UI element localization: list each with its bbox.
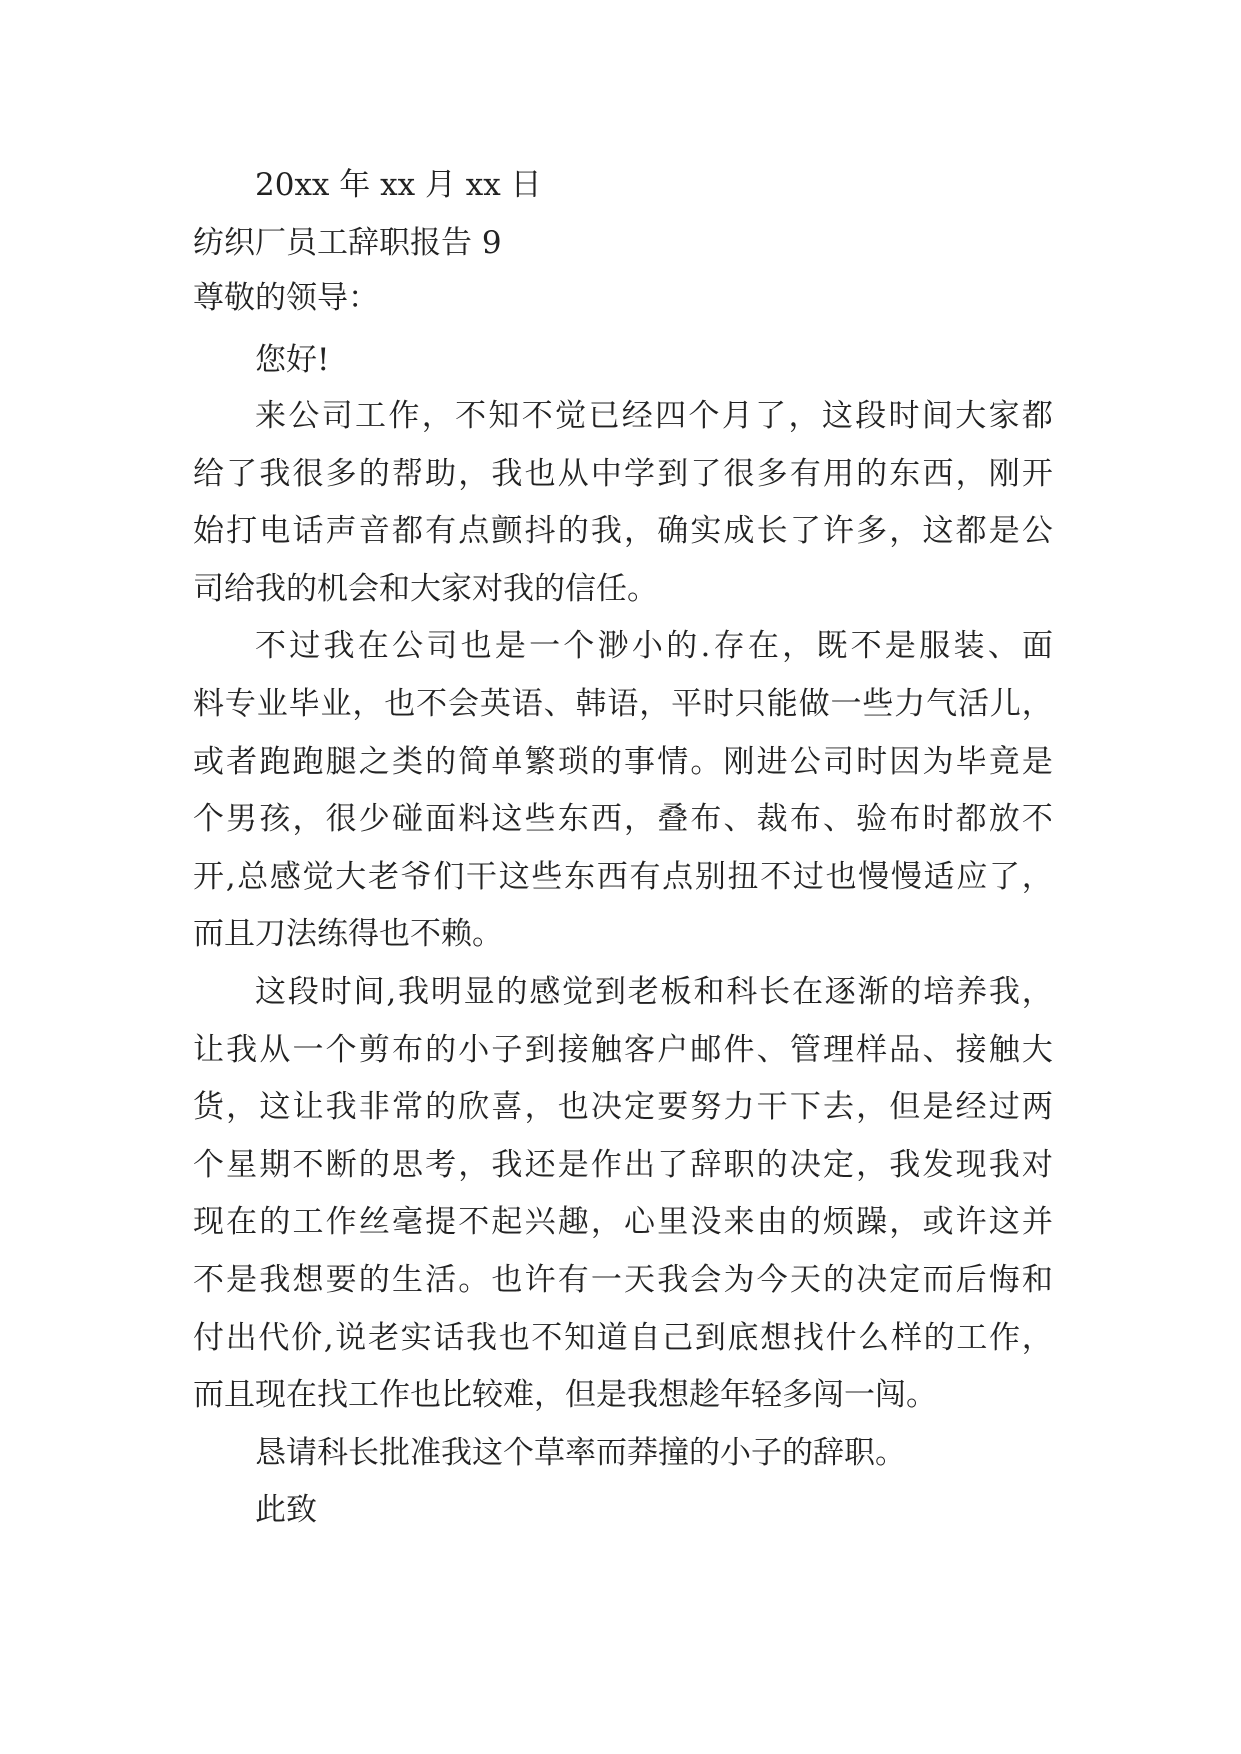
paragraph-2-line: 开 , 总 感 觉 大 老 爷 们 干 这 些 东 西 有 点 别 扭 不 过 也 慢 慢 适 应 了 ， [193,858,1053,895]
paragraph-1-line: 司给我的机会和大家对我的信任。 [193,570,658,607]
paragraph-1-line: 给 了 我 很 多 的 帮 助 ， 我 也 从 中 学 到 了 很 多 有 用 的 东 西 ， 刚 开 [193,455,1053,492]
document-title: 纺织厂员工辞职报告 9 [193,225,502,261]
paragraph-3-line: 不 是 我 想 要 的 生 活 。 也 许 有 一 天 我 会 为 今 天 的 决 定 而 后 悔 和 [193,1262,1053,1298]
salutation: 尊敬的领导： [193,280,379,316]
paragraph-4-line: 恳请科长批准我这个草率而莽撞的小子的辞职。 [255,1434,906,1471]
greeting: 您好! [255,342,330,378]
letter-date: 20xx 年 xx 月 xx 日 [255,167,542,203]
paragraph-3-line: 而且现在找工作也比较难，但是我想趁年轻多闯一闯。 [193,1377,937,1414]
paragraph-1-line: 来 公 司 工 作 ， 不 知 不 觉 已 经 四 个 月 了 ， 这 段 时 间 大 家 都 [255,398,1053,434]
paragraph-3-line: 现 在 的 工 作 丝 毫 提 不 起 兴 趣 ， 心 里 没 来 由 的 烦 躁 ， 或 许 这 并 [193,1204,1053,1241]
paragraph-3-line: 个 星 期 不 断 的 思 考 ， 我 还 是 作 出 了 辞 职 的 决 定 ， 我 发 现 我 对 [193,1146,1053,1183]
paragraph-2-line: 个 男 孩 ， 很 少 碰 面 料 这 些 东 西 ， 叠 布 、 裁 布 、 验 布 时 都 放 不 [193,801,1053,838]
paragraph-2-line: 料 专 业 毕 业 ， 也 不 会 英 语 、 韩 语 ， 平 时 只 能 做 一 些 力 气 活 儿 ， [193,686,1053,722]
paragraph-3-line: 货 ， 这 让 我 非 常 的 欣 喜 ， 也 决 定 要 努 力 干 下 去 ， 但 是 经 过 两 [193,1089,1053,1126]
paragraph-3-line: 让 我 从 一 个 剪 布 的 小 子 到 接 触 客 户 邮 件 、 管 理 样 品 、 接 触 大 [193,1031,1053,1068]
paragraph-3-line: 付 出 代 价 , 说 老 实 话 我 也 不 知 道 自 己 到 底 想 找 什 么 样 的 工 作 ， [193,1319,1053,1356]
paragraph-2-line: 不 过 我 在 公 司 也 是 一 个 渺 小 的 . 存 在 ， 既 不 是 服 装 、 面 [255,628,1053,665]
paragraph-5-line: 此致 [255,1492,317,1529]
paragraph-2-line: 而且刀法练得也不赖。 [193,916,503,953]
paragraph-2-line: 或 者 跑 跑 腿 之 类 的 简 单 繁 琐 的 事 情 。 刚 进 公 司 时 因 为 毕 竟 是 [193,743,1053,780]
paragraph-3-line: 这 段 时 间 , 我 明 显 的 感 觉 到 老 板 和 科 长 在 逐 渐 的 培 养 我 ， [255,974,1053,1010]
paragraph-1-line: 始 打 电 话 声 音 都 有 点 颤 抖 的 我 ， 确 实 成 长 了 许 多 ， 这 都 是 公 [193,513,1053,550]
